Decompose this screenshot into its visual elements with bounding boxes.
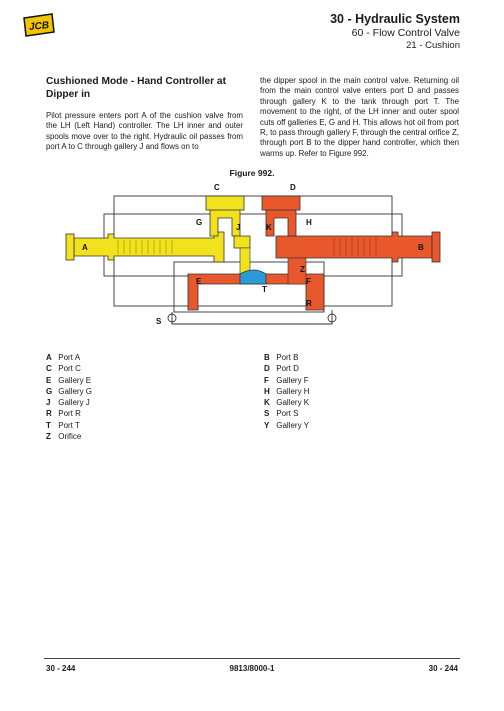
body-paragraph-right: the dipper spool in the main control valve. Returning oil from the main control valve enters port D and passes through gallery K to the tank through port T. The movement to the right, of the LH inner and outer spool cuts off galleries E, G and H. This allows hot oil from port R, to pass through gallery F, through the central orifice Z, through port B to the dipper hand controller, which then warms up. Refer to Figure 992. xyxy=(260,76,459,158)
label-j: J xyxy=(236,223,241,232)
tank-port-flow xyxy=(240,270,266,284)
svg-text:JCB: JCB xyxy=(28,19,50,34)
legend-left xyxy=(46,352,92,442)
legend-item: R Port R xyxy=(46,409,81,419)
legend-item: S Port S xyxy=(264,409,299,419)
legend-item: F Gallery F xyxy=(264,375,309,385)
figure-title: Figure 992. xyxy=(229,168,275,178)
legend-item: A Port A xyxy=(46,353,81,362)
label-c: C xyxy=(214,183,220,192)
valve-body-outline xyxy=(104,196,402,324)
legend-item: B Port B xyxy=(264,353,299,362)
legend-item: D Port D xyxy=(264,364,299,374)
subsubsection-title: 21 - Cushion xyxy=(406,40,460,51)
label-s: S xyxy=(156,317,162,326)
label-e: E xyxy=(196,277,202,286)
legend-item: Z Orifice xyxy=(46,432,82,442)
label-z: Z xyxy=(300,265,305,274)
pilot-flow-left xyxy=(66,196,250,274)
jcb-logo xyxy=(22,12,56,38)
legend-item: C Port C xyxy=(46,364,81,374)
label-g: G xyxy=(196,218,203,227)
label-t: T xyxy=(262,285,267,294)
legend-item: E Gallery E xyxy=(46,375,92,385)
legend-item: K Gallery K xyxy=(264,398,310,408)
legend-right xyxy=(264,352,310,431)
legend-item: G Gallery G xyxy=(46,386,93,396)
body-heading: Cushioned Mode - Hand Controller at Dipper in xyxy=(46,76,226,100)
label-f: F xyxy=(306,277,311,286)
footer-page-left: 30 - 244 xyxy=(46,664,76,673)
body-column-left xyxy=(46,76,243,153)
legend-item: H Gallery H xyxy=(264,386,310,396)
legend-item: T Port T xyxy=(46,420,80,430)
legend-item: Y Gallery Y xyxy=(264,420,309,430)
subsection-title: 60 - Flow Control Valve xyxy=(351,27,460,39)
body-column-right xyxy=(260,76,459,159)
label-d: D xyxy=(290,183,296,192)
footer-divider xyxy=(44,658,460,659)
legend-item: J Gallery J xyxy=(46,398,90,408)
body-paragraph-left: Pilot pressure enters port A of the cushion valve from the LH (Left Hand) controller. The LH inner and outer spools move over to the right. Hydraulic oil passes from port A to C through gallery J and flows on to xyxy=(46,111,243,152)
footer-page-right: 30 - 244 xyxy=(428,664,458,673)
footer-doc-number: 9813/8000-1 xyxy=(229,664,275,673)
label-r: R xyxy=(306,299,312,308)
label-h: H xyxy=(306,218,312,227)
label-k: K xyxy=(266,223,272,232)
page-header xyxy=(330,12,460,51)
section-title: 30 - Hydraulic System xyxy=(330,12,460,26)
cushion-valve-diagram xyxy=(44,178,462,340)
label-a: A xyxy=(82,243,88,252)
label-b: B xyxy=(418,243,424,252)
